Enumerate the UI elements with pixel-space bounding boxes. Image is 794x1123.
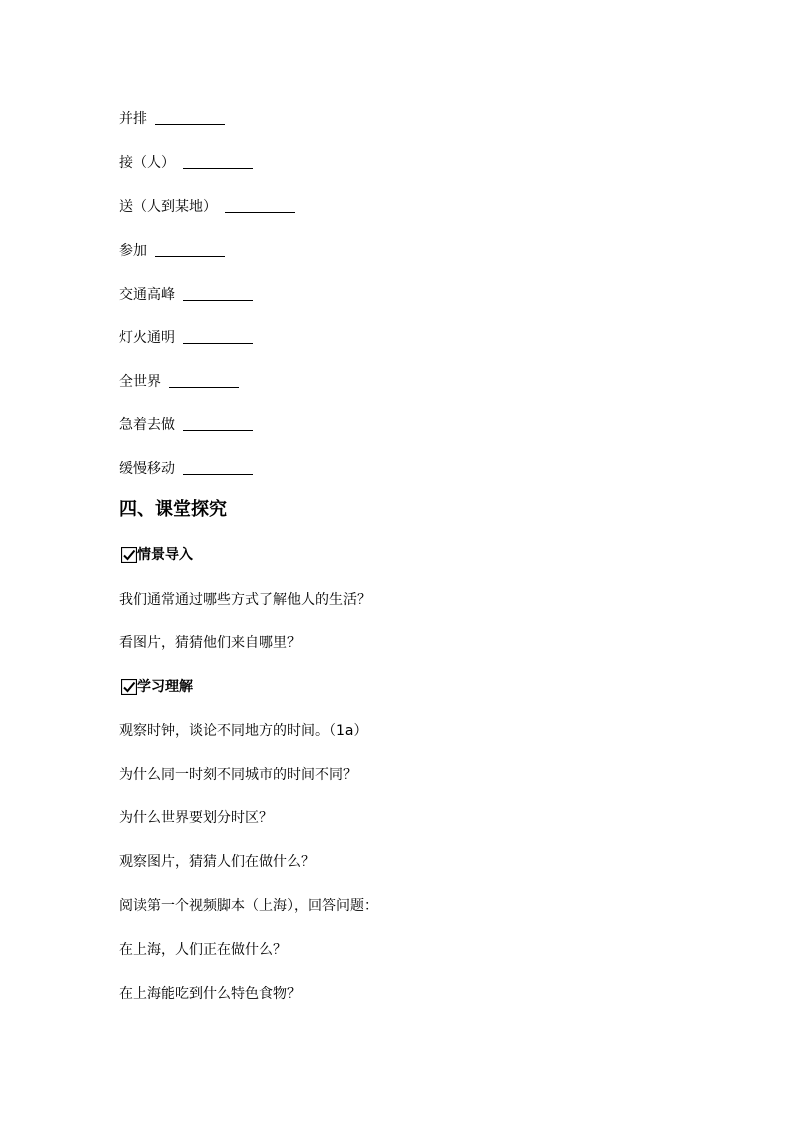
- vocab-item: [119, 372, 239, 392]
- study-item: 观察图片，猜猜人们在做什么？: [119, 854, 315, 870]
- vocab-item: [119, 241, 225, 261]
- study-item: 在上海能吃到什么特色食物？: [119, 986, 301, 1002]
- answer-blank[interactable]: [155, 242, 225, 257]
- question-text: 看图片，猜猜他们来自哪里？: [119, 635, 301, 651]
- subsection-label: 情景导入: [137, 547, 193, 563]
- study-item: 在上海，人们正在做什么？: [119, 942, 287, 958]
- vocab-term: 全世界: [119, 374, 161, 390]
- section-heading: 四、课堂探究: [119, 499, 227, 520]
- vocab-term: 送（人到某地）: [119, 199, 217, 215]
- subsection-label: 学习理解: [137, 679, 193, 695]
- vocab-item: [119, 415, 253, 435]
- vocab-term: 缓慢移动: [119, 461, 175, 477]
- study-item: 观察时钟，谈论不同地方的时间。（1a）: [119, 723, 368, 739]
- subsection-intro: [121, 545, 193, 565]
- vocab-term: 并排: [119, 111, 147, 127]
- vocab-item: [119, 197, 295, 217]
- vocab-item: [119, 459, 253, 479]
- vocab-term: 灯火通明: [119, 330, 175, 346]
- vocab-item: [119, 153, 253, 173]
- vocab-term: 参加: [119, 243, 147, 259]
- study-item: 阅读第一个视频脚本（上海），回答问题：: [119, 898, 378, 914]
- answer-blank[interactable]: [183, 329, 253, 344]
- checkbox-checked-icon: [121, 679, 137, 695]
- checkbox-checked-icon: [121, 547, 137, 563]
- subsection-study: [121, 677, 193, 697]
- answer-blank[interactable]: [183, 416, 253, 431]
- answer-blank[interactable]: [169, 373, 239, 388]
- question-text: 我们通常通过哪些方式了解他人的生活？: [119, 592, 371, 608]
- answer-blank[interactable]: [183, 286, 253, 301]
- vocab-term: 接（人）: [119, 155, 175, 171]
- study-item: 为什么同一时刻不同城市的时间不同？: [119, 767, 357, 783]
- vocab-item: [119, 285, 253, 305]
- vocab-term: 急着去做: [119, 417, 175, 433]
- answer-blank[interactable]: [183, 460, 253, 475]
- study-item: 为什么世界要划分时区？: [119, 810, 273, 826]
- vocab-item: [119, 328, 253, 348]
- answer-blank[interactable]: [225, 198, 295, 213]
- answer-blank[interactable]: [183, 154, 253, 169]
- vocab-term: 交通高峰: [119, 287, 175, 303]
- vocab-item: [119, 109, 225, 129]
- answer-blank[interactable]: [155, 110, 225, 125]
